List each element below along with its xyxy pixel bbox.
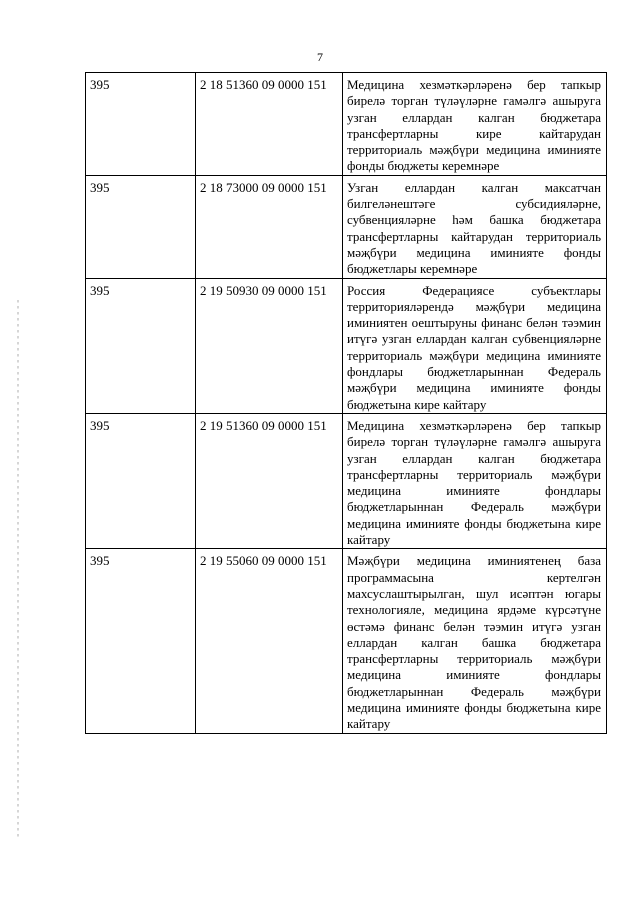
table-row [86, 549, 607, 733]
margin-dots [17, 300, 19, 840]
budget-code-table [85, 72, 607, 734]
table-row [86, 73, 607, 176]
admin-code-cell: 395 [86, 549, 196, 733]
admin-code-cell: 395 [86, 278, 196, 413]
admin-code-cell: 395 [86, 73, 196, 176]
table-row [86, 175, 607, 278]
budget-code-cell: 2 19 55060 09 0000 151 [196, 549, 343, 733]
budget-code-cell: 2 18 73000 09 0000 151 [196, 175, 343, 278]
table-row [86, 278, 607, 413]
description-cell: Узган еллардан калган максатчан билгеләнештәге субсидияләрне, субвенцияләрне һәм башка бюджетара трансфертларны кайтарудан территориаль мәҗбүри медицина иминияте фонды бюджетлары керемнәре [343, 175, 607, 278]
description-cell: Мәҗбүри медицина иминиятенең база программасына кертелгән махсуслаштырылган, шул исәптән югары технологияле, медицина ярдәме күрсәтүне өстәмә финанс белән тәэмин итүгә узган еллардан калган башка бюджетара трансфертларны территориаль мәҗбүри медицина иминияте фондлары бюджетларыннан Федераль мәҗбүри медицина иминияте фонды бюджетына кире кайтару [343, 549, 607, 733]
description-cell: Медицина хезмәткәрләренә бер тапкыр бирелә торган түләүләрне гамәлгә ашыруга узган еллардан калган бюджетара трансфертларны территориаль мәҗбүри медицина иминияте фондлары бюджетларыннан Федераль мәҗбүри медицина иминияте фонды бюджетына кире кайтару [343, 413, 607, 548]
budget-code-cell: 2 19 51360 09 0000 151 [196, 413, 343, 548]
table-row [86, 413, 607, 548]
admin-code-cell: 395 [86, 175, 196, 278]
description-cell: Медицина хезмәткәрләренә бер тапкыр бирелә торган түләүләрне гамәлгә ашыруга узган еллардан калган бюджетара трансфертларны кире кайтарудан территориаль мәҗбүри медицина иминияте фонды бюджеты керемнәре [343, 73, 607, 176]
admin-code-cell: 395 [86, 413, 196, 548]
description-cell: Россия Федерациясе субъектлары территорияләрендә мәҗбүри медицина иминиятен оештыруны финанс белән тәэмин итүгә узган еллардан калган субвенцияләрне территориаль мәҗбүри медицина иминияте фондлары бюджетларыннан Федераль мәҗбүри медицина иминияте фонды бюджетына кире кайтару [343, 278, 607, 413]
budget-code-cell: 2 18 51360 09 0000 151 [196, 73, 343, 176]
budget-code-cell: 2 19 50930 09 0000 151 [196, 278, 343, 413]
page-number: 7 [317, 50, 323, 64]
